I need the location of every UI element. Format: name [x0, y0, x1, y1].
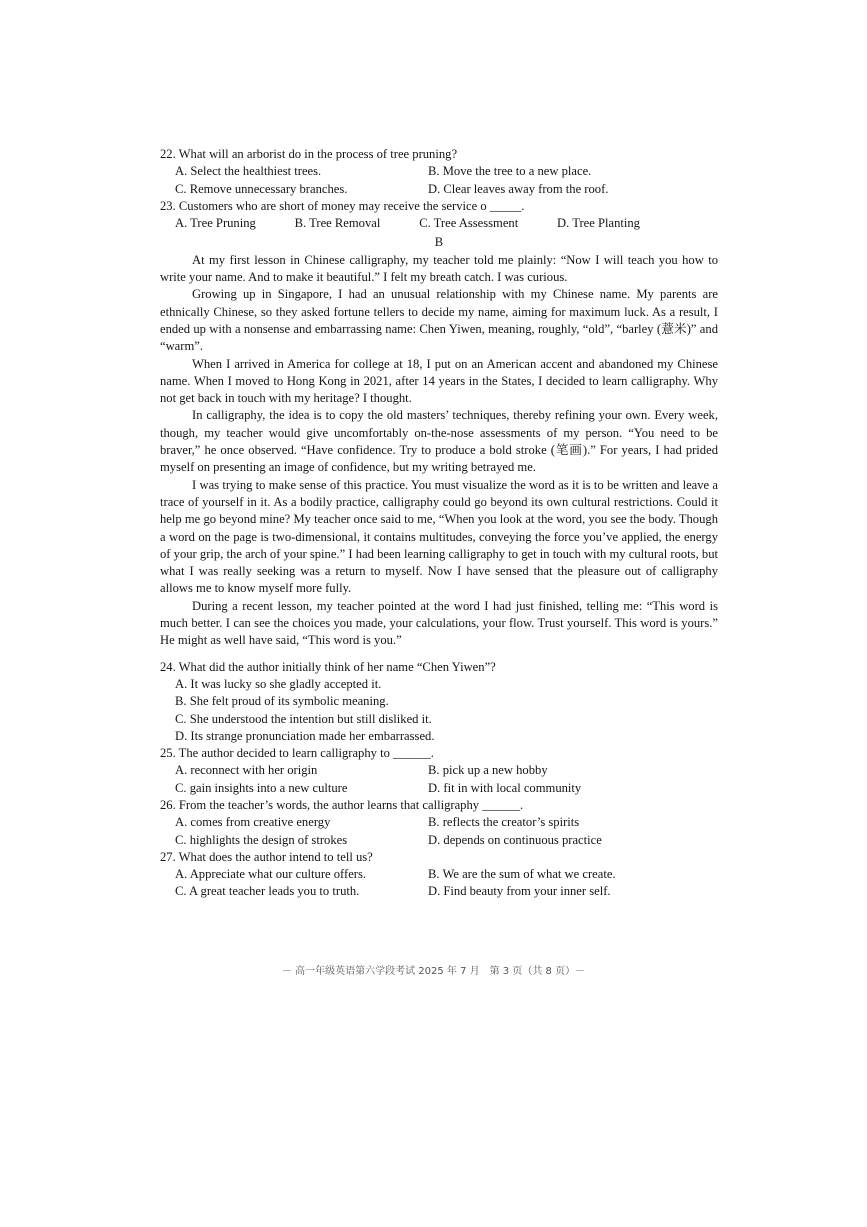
- question-24-option-b: B. She felt proud of its symbolic meaning.: [175, 694, 389, 709]
- question-23-option-b: B. Tree Removal: [294, 216, 381, 231]
- passage-paragraph: When I arrived in America for college at 18, I put on an American accent and abandoned my Chinese name. When I moved to Hong Kong in 2021, after 14 years in the States, I decided to learn calligraphy. Why not get back in touch with my heritage? I thought.: [160, 356, 718, 406]
- question-25-options-row-1: [160, 762, 718, 779]
- question-22-stem: 22. What will an arborist do in the process of tree pruning?: [160, 147, 458, 161]
- question-25-option-a: A. reconnect with her origin: [175, 763, 318, 778]
- question-24-stem: 24. What did the author initially think of her name “Chen Yiwen”?: [160, 659, 496, 674]
- question-24-option-c: C. She understood the intention but still disliked it.: [175, 711, 432, 726]
- passage-paragraph: Growing up in Singapore, I had an unusual relationship with my Chinese name. My parents are ethnically Chinese, so they asked fortune tellers to decide my name, aiming for maximum luck. As a result, I ended up with a nonsense and embarrassing name: Chen Yiwen, meaning, roughly, “old”, “barley (薏米)” and “warm”.: [160, 287, 718, 354]
- question-27-option-a: A. Appreciate what our culture offers.: [175, 867, 367, 882]
- question-23-option-d: D. Tree Planting: [557, 216, 640, 231]
- question-25-option-b: B. pick up a new hobby: [428, 763, 548, 778]
- question-22-option-c: C. Remove unnecessary branches.: [175, 181, 348, 196]
- question-27-stem: 27. What does the author intend to tell us?: [160, 849, 373, 864]
- question-27-option-d: D. Find beauty from your inner self.: [428, 884, 611, 899]
- question-24-option-d: D. Its strange pronunciation made her embarrassed.: [175, 728, 435, 743]
- question-26-option-a: A. comes from creative energy: [175, 815, 331, 830]
- question-23-stem: 23. Customers who are short of money may receive the service o _____.: [160, 198, 525, 213]
- spacer: [160, 650, 718, 659]
- question-22-option-a: A. Select the healthiest trees.: [175, 164, 322, 179]
- page-footer: － 高一年级英语第六学段考试 2025 年 7 月 第 3 页（共 8 页）－: [281, 966, 586, 977]
- question-22-options-row-2: [160, 181, 718, 198]
- question-25-options-row-2: [160, 780, 718, 797]
- exam-content: [160, 146, 718, 901]
- question-27-option-b: B. We are the sum of what we create.: [428, 867, 616, 882]
- question-25-option-d: D. fit in with local community: [428, 780, 582, 795]
- question-22-options-row-1: [160, 163, 718, 180]
- question-24-option-a: A. It was lucky so she gladly accepted it.: [175, 676, 382, 691]
- section-b-heading: B: [434, 235, 444, 250]
- passage-paragraph: During a recent lesson, my teacher pointed at the word I had just finished, telling me: “This word is much better. I can see the choices you made, your calculations, your flow. Trust yourself. This word is yours.” He might as well have said, “This word is you.”: [160, 598, 718, 648]
- question-22-option-d: D. Clear leaves away from the roof.: [428, 181, 609, 196]
- question-22-option-b: B. Move the tree to a new place.: [428, 164, 592, 179]
- question-26-options-row-1: [160, 814, 718, 831]
- question-26-options-row-2: [160, 832, 718, 849]
- question-27-option-c: C. A great teacher leads you to truth.: [175, 884, 360, 899]
- question-26-stem: 26. From the teacher’s words, the author learns that calligraphy ______.: [160, 797, 524, 812]
- question-23-options: [160, 215, 718, 232]
- question-27-options-row-2: [160, 883, 718, 900]
- passage-paragraph: At my first lesson in Chinese calligraphy, my teacher told me plainly: “Now I will teach you how to write your name. And to make it beautiful.” I felt my breath catch. I was curious.: [160, 252, 718, 285]
- question-23-option-c: C. Tree Assessment: [419, 216, 519, 231]
- question-25-option-c: C. gain insights into a new culture: [175, 780, 348, 795]
- question-26-option-b: B. reflects the creator’s spirits: [428, 815, 580, 830]
- question-23-option-a: A. Tree Pruning: [175, 216, 256, 231]
- question-25-stem: 25. The author decided to learn calligraphy to ______.: [160, 746, 434, 761]
- passage-paragraph: I was trying to make sense of this practice. You must visualize the word as it is to be written and leave a trace of yourself in it. As a bodily practice, calligraphy could go beyond its own cultural restrictions. Could it help me go beyond mine? My teacher once said to me, “When you look at the word, you see the body. Though a word on the page is two-dimensional, it contains multitudes, conveying the force you’ve applied, the energy of your grip, the arch of your spine.” I had been learning calligraphy to get in touch with my cultural roots, but what I was really seeking was a return to myself. Now I have sensed that the pleasure out of calligraphy allows me to know myself more fully.: [160, 477, 718, 596]
- question-26-option-d: D. depends on continuous practice: [428, 832, 602, 847]
- question-26-option-c: C. highlights the design of strokes: [175, 832, 348, 847]
- question-27-options-row-1: [160, 866, 718, 883]
- passage-paragraph: In calligraphy, the idea is to copy the old masters’ techniques, thereby refining your own. Every week, though, my teacher would give uncomfortably on-the-nose assessments of my person. “You need to be braver,” he once observed. “Have confidence. Try to produce a bold stroke (笔画).” For years, I had prided myself on presenting an image of confidence, but my writing betrayed me.: [160, 408, 718, 475]
